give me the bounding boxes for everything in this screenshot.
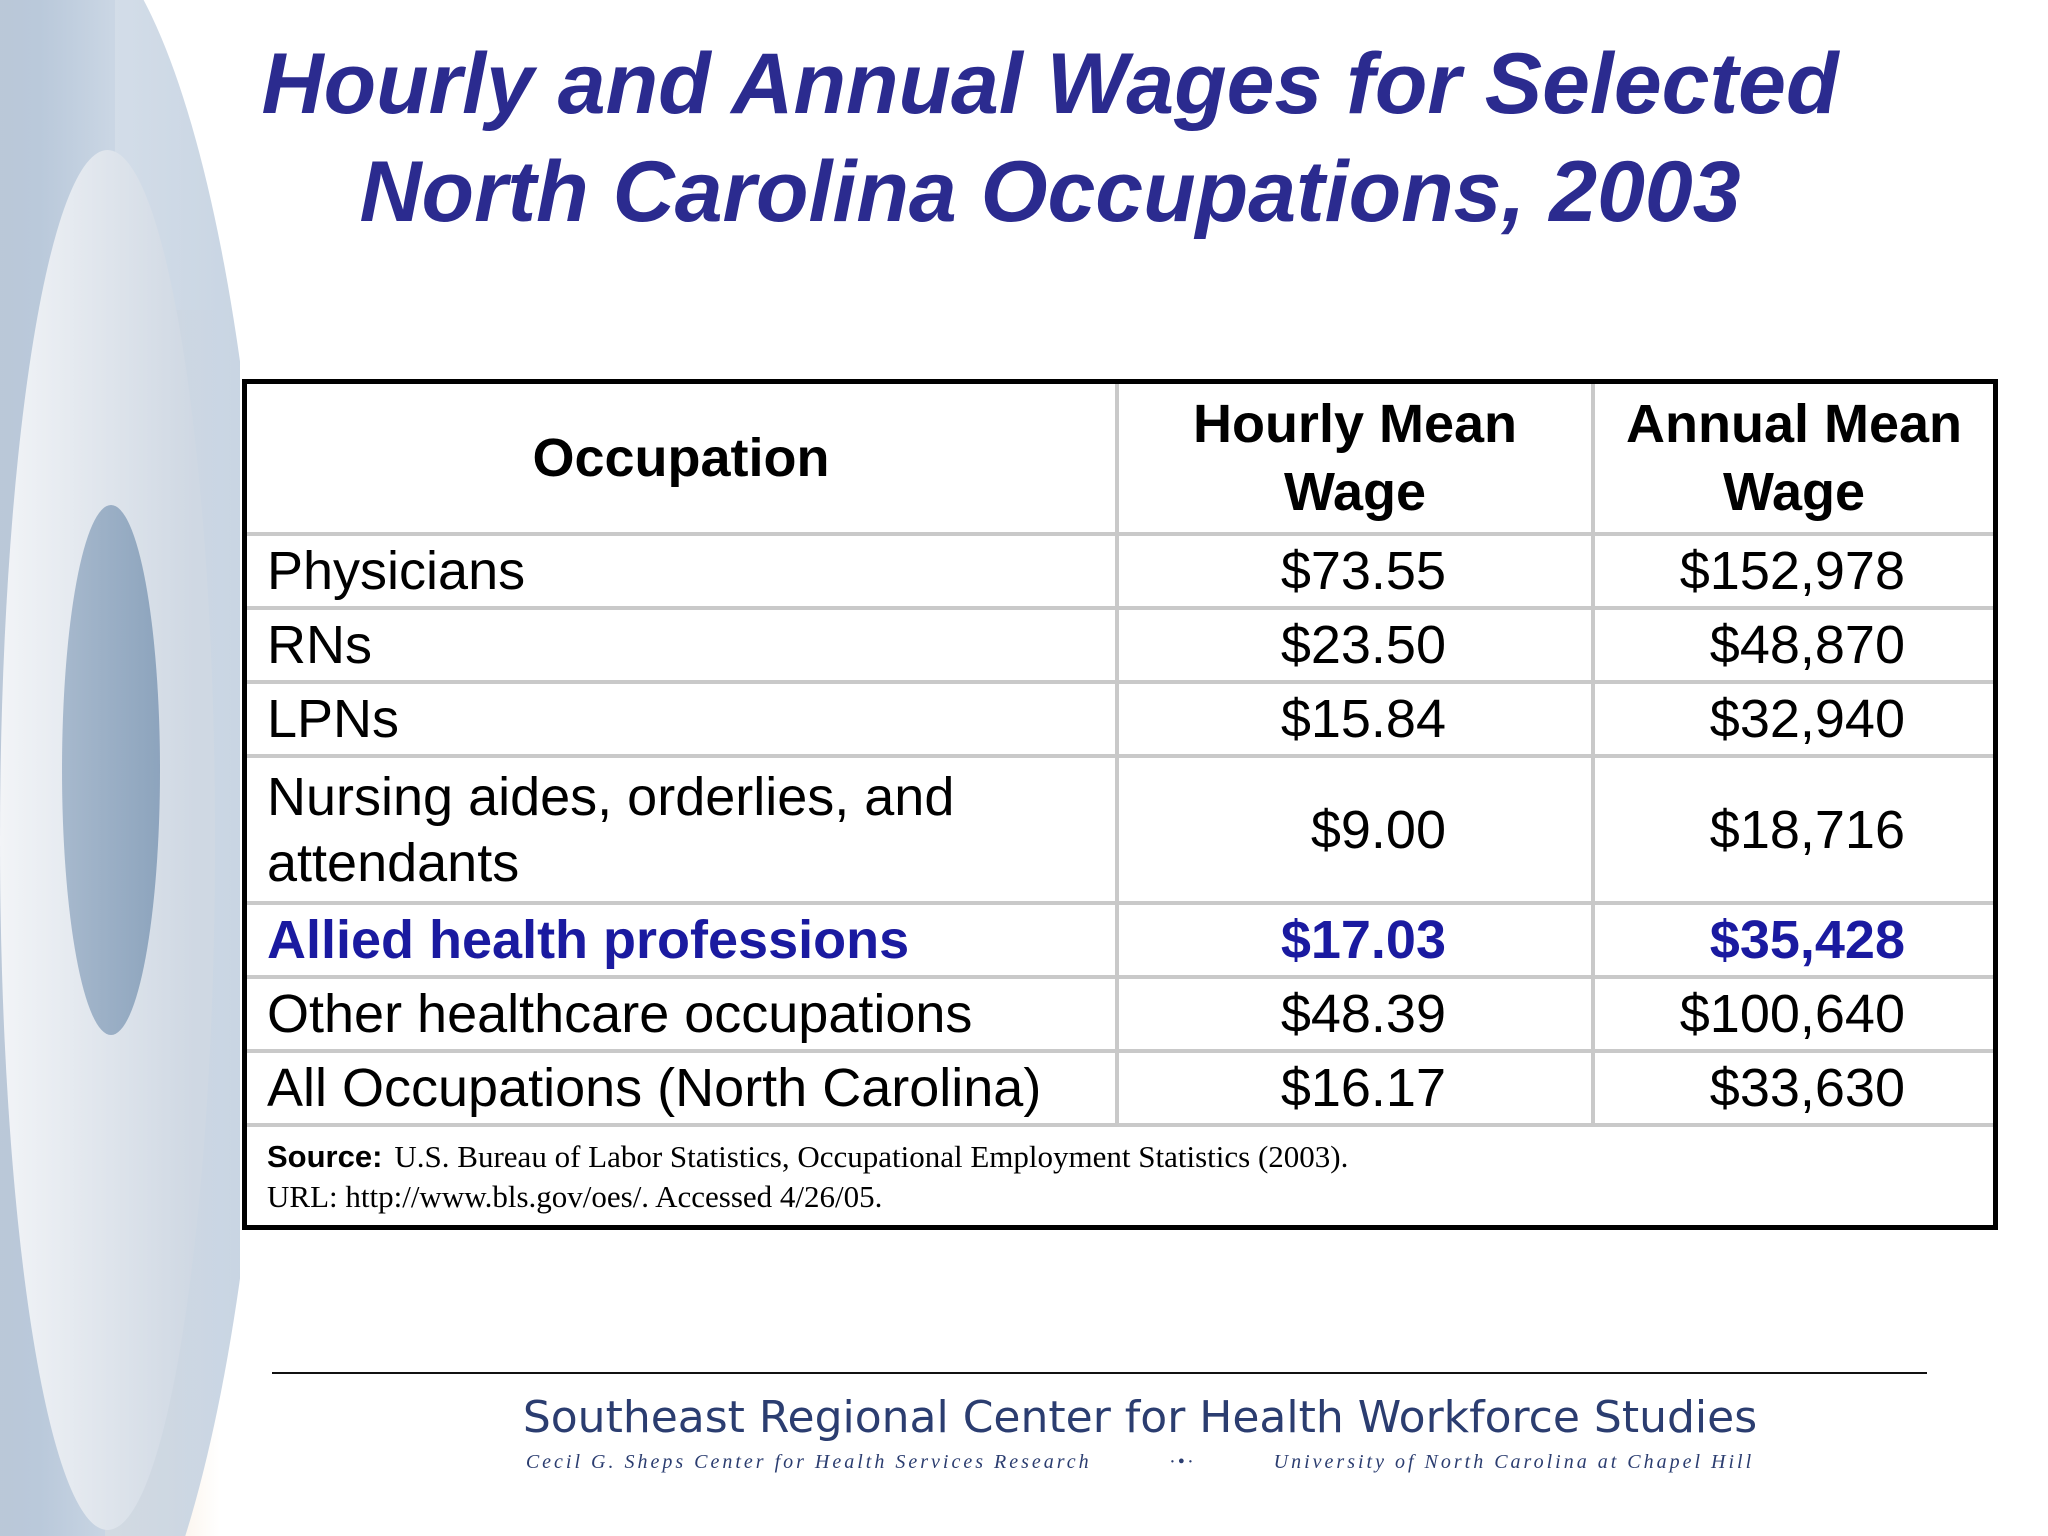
title-line-2: North Carolina Occupations, 2003 (359, 144, 1741, 240)
table-row-highlighted (247, 903, 1993, 977)
table-row (247, 608, 1993, 682)
center-name: Southeast Regional Center for Health Workforce Studies (522, 1392, 1758, 1443)
wage-table (247, 384, 1993, 1235)
annual-wage-cell: $33,630 (1593, 1051, 1993, 1125)
table-row (247, 682, 1993, 756)
annual-wage-cell: $100,640 (1593, 977, 1993, 1051)
table-row (247, 756, 1993, 903)
slide-title (150, 30, 1950, 246)
occupation-cell: All Occupations (North Carolina) (247, 1051, 1117, 1125)
table-row (247, 1051, 1993, 1125)
table-row (247, 977, 1993, 1051)
inner-oval (62, 505, 160, 1035)
source-url: URL: http://www.bls.gov/oes/. Accessed 4/26/05. (267, 1179, 883, 1214)
logo-subtitle (490, 1451, 1790, 1474)
occupation-cell: LPNs (247, 682, 1117, 756)
source-note (247, 1125, 1993, 1235)
footer-divider (272, 1372, 1927, 1374)
table-row (247, 534, 1993, 608)
annual-wage-cell: $32,940 (1593, 682, 1993, 756)
occupation-cell: Physicians (247, 534, 1117, 608)
footer-logo (490, 1392, 1790, 1474)
university-name: University of North Carolina at Chapel Hill (1273, 1451, 1755, 1473)
occupation-cell: RNs (247, 608, 1117, 682)
title-line-1: Hourly and Annual Wages for Selected (261, 36, 1839, 132)
header-annual-mean-wage: Annual Mean Wage (1593, 384, 1993, 534)
hourly-wage-cell: $48.39 (1117, 977, 1593, 1051)
occupation-cell: Other healthcare occupations (247, 977, 1117, 1051)
header-hourly-mean-wage: Hourly Mean Wage (1117, 384, 1593, 534)
table-header-row (247, 384, 1993, 534)
wage-table-container (242, 379, 1998, 1230)
hourly-wage-cell: $9.00 (1117, 756, 1593, 903)
annual-wage-cell: $35,428 (1593, 903, 1993, 977)
occupation-cell: Nursing aides, orderlies, and attendants (247, 756, 1117, 903)
hourly-wage-cell: $16.17 (1117, 1051, 1593, 1125)
hourly-wage-cell: $73.55 (1117, 534, 1593, 608)
hourly-wage-cell: $15.84 (1117, 682, 1593, 756)
sheps-center-name: Cecil G. Sheps Center for Health Services Research (525, 1451, 1092, 1473)
hourly-wage-cell: $17.03 (1117, 903, 1593, 977)
source-row (247, 1125, 1993, 1235)
annual-wage-cell: $152,978 (1593, 534, 1993, 608)
source-label: Source: (267, 1139, 383, 1174)
annual-wage-cell: $48,870 (1593, 608, 1993, 682)
annual-wage-cell: $18,716 (1593, 756, 1993, 903)
source-citation: U.S. Bureau of Labor Statistics, Occupational Employment Statistics (2003). (394, 1139, 1349, 1174)
header-occupation: Occupation (247, 384, 1117, 534)
hourly-wage-cell: $23.50 (1117, 608, 1593, 682)
occupation-cell: Allied health professions (247, 903, 1117, 977)
separator-dot: ·•· (1169, 1451, 1196, 1473)
